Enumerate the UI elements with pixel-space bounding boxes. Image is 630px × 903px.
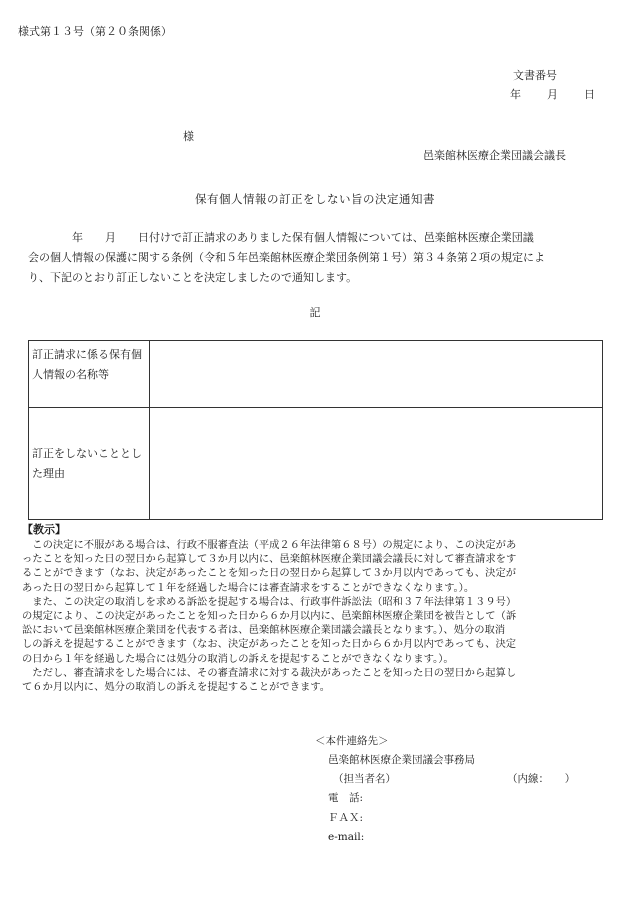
notice-line: の日から１年を経過した場合には処分の取消しの訴えを提起することができなくなります。）。: [22, 652, 454, 665]
body-line: 年 月 日付けで訂正請求のありました保有個人情報については、邑楽館林医療企業団議: [28, 231, 534, 244]
notice-line: ることができます（なお、決定があったことを知った日の翌日から起算して３か月以内であっても、決定が: [22, 567, 517, 580]
info-name-label: 訂正請求に係る保有個人情報の名称等: [29, 341, 150, 408]
table-row: [29, 341, 603, 408]
ki-marker: 記: [309, 306, 321, 319]
contact-office: 邑楽館林医療企業団議会事務局: [328, 754, 475, 766]
contact-extension: （内線： ）: [507, 773, 576, 785]
notice-line: の規定により、この決定があったことを知った日から６か月以内に、邑楽館林医療企業団を被告として（訴: [22, 610, 517, 623]
reason-value: [150, 408, 603, 520]
contact-phone-label: 電 話:: [328, 792, 364, 804]
form-number: 様式第１３号（第２０条関係）: [18, 25, 172, 38]
issuer-name: 邑楽館林医療企業団議会議長: [423, 149, 566, 162]
contact-heading: ＜本件連絡先＞: [315, 735, 389, 747]
reason-label: 訂正をしないこととした理由: [29, 408, 150, 520]
document-number-label: 文書番号: [513, 69, 557, 82]
date-line: [510, 89, 595, 100]
document-title: 保有個人情報の訂正をしない旨の決定通知書: [195, 192, 435, 206]
info-name-value: [150, 341, 603, 408]
notice-line: て６か月以内に、処分の取消しの訴えを提起することができます。: [22, 681, 331, 694]
notice-line: 訟において邑楽館林医療企業団を代表する者は、邑楽館林医療企業団議会議長となります。）、処分の取消: [22, 624, 506, 637]
contact-person-label: （担当者名）: [333, 773, 396, 785]
notice-text: [22, 538, 607, 694]
date-year: 年: [510, 88, 521, 101]
decision-table: [28, 340, 603, 520]
contact-email-label: e-mail:: [328, 831, 365, 843]
notice-heading: 【教示】: [22, 523, 66, 536]
contact-fax-label: ＦＡＸ:: [328, 812, 364, 824]
date-day: 日: [584, 88, 595, 101]
body-line: 会の個人情報の保護に関する条例（令和５年邑楽館林医療企業団条例第１号）第３４条第２項の規定によ: [28, 251, 545, 264]
notice-line: ったことを知った日の翌日から起算して３か月以内に、邑楽館林医療企業団議会議長に対して審査請求をす: [22, 553, 517, 566]
notice-line: この決定に不服がある場合は、行政不服審査法（平成２６年法律第６８号）の規定により、この決定があ: [22, 539, 517, 551]
table-row: [29, 408, 603, 520]
notice-line: また、この決定の取消しを求める訴訟を提起する場合は、行政事件訴訟法（昭和３７年法律第１３９号）: [22, 595, 517, 608]
addressee-suffix: 様: [183, 130, 194, 143]
notice-line: しの訴えを提起することができます（なお、決定があったことを知った日から６か月以内であっても、決定: [22, 638, 517, 651]
date-month: 月: [547, 88, 558, 101]
body-line: り、下記のとおり訂正しないことを決定しましたので通知します。: [28, 271, 358, 284]
notice-line: ただし、審査請求をした場合には、その審査請求に対する裁決があったことを知った日の翌日から起算し: [22, 666, 517, 679]
notice-line: あった日の翌日から起算して１年を経過した場合には審査請求をすることができなくなります。）。: [22, 581, 475, 594]
body-paragraph: [28, 228, 603, 288]
